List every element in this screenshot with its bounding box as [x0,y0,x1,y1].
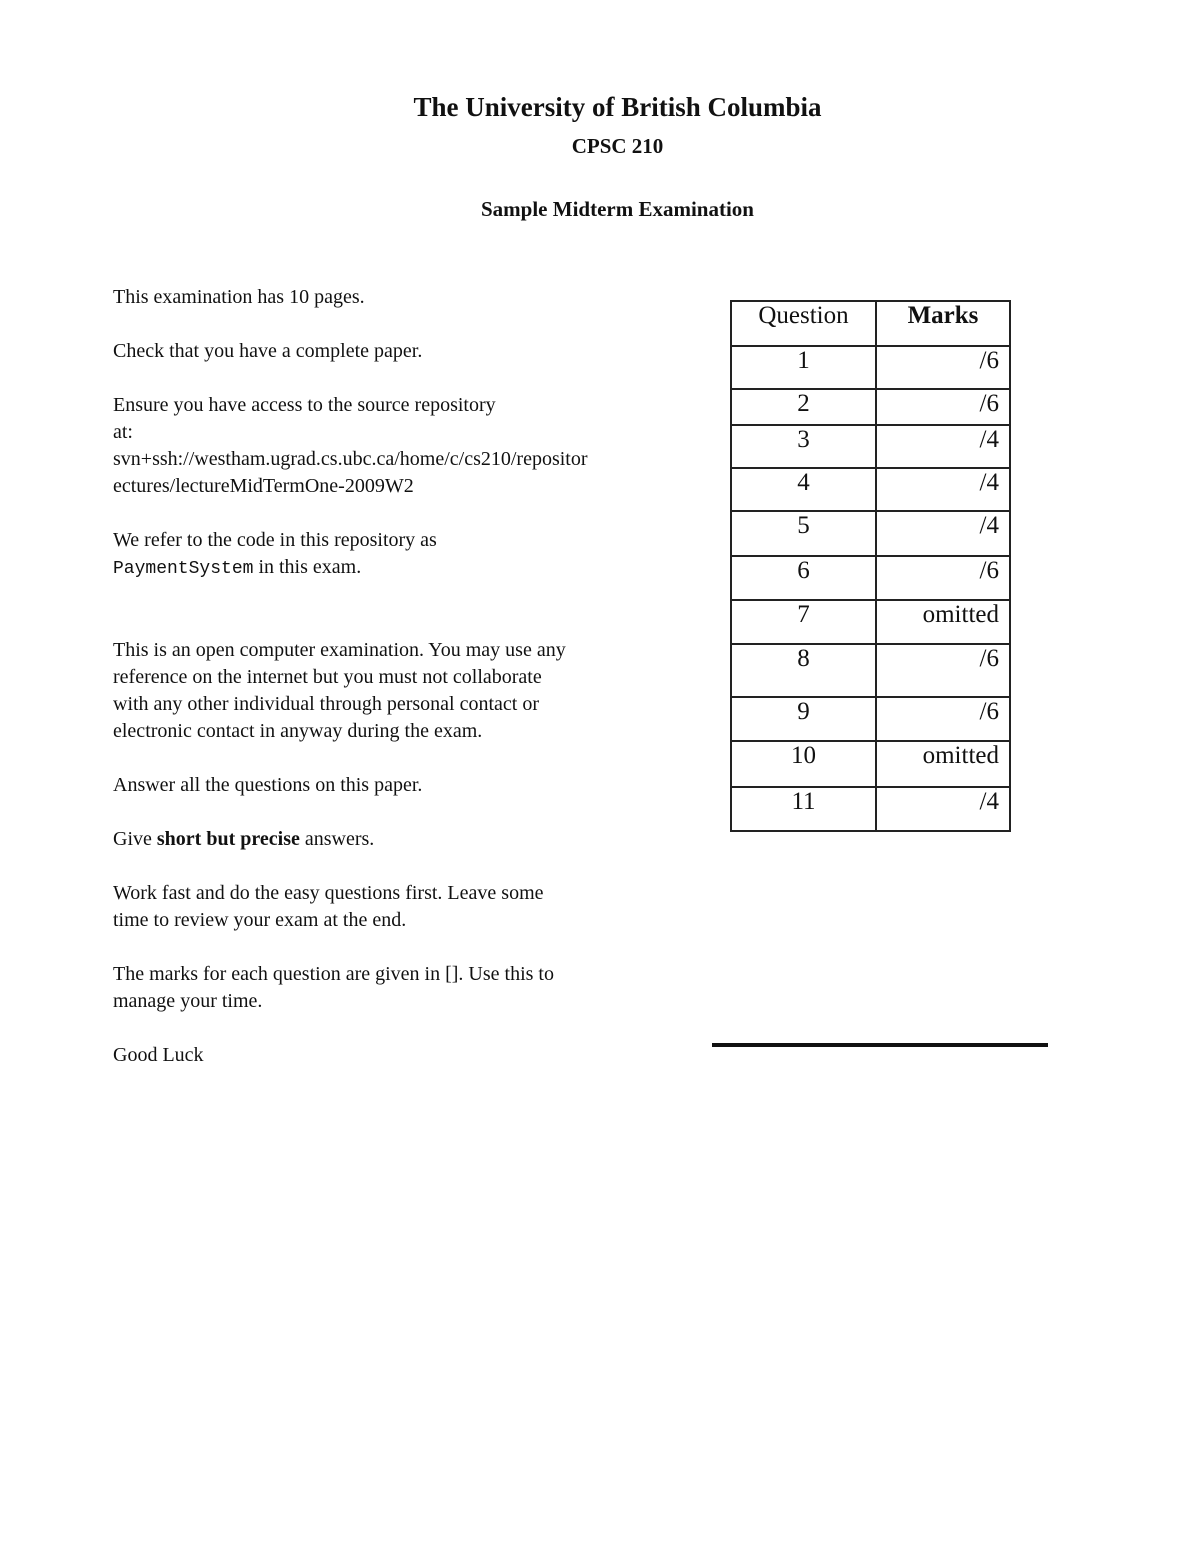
question-marks: omitted [876,741,1010,787]
table-row [731,644,1010,697]
question-marks: /4 [876,511,1010,556]
open-line-4: electronic contact in anyway during the exam. [113,720,483,742]
question-number: 7 [731,600,876,644]
repository-url-line-2: ectures/lectureMidTermOne-2009W2 [113,475,414,497]
refer-code: PaymentSystem [113,559,254,579]
question-number: 6 [731,556,876,600]
header-marks: Marks [876,301,1010,346]
table-row [731,787,1010,831]
instruction-check: Check that you have a complete paper. [113,340,423,362]
give-post: answers. [299,828,375,850]
instruction-give [113,826,713,853]
instruction-work [113,880,713,934]
question-number: 9 [731,697,876,741]
refer-tail: in this exam. [253,556,362,578]
table-row [731,556,1010,600]
instruction-open-exam [113,637,713,745]
repository-url-line-1: svn+ssh://westham.ugrad.cs.ubc.ca/home/c/cs210/repositor [113,448,588,470]
question-marks: /6 [876,644,1010,697]
repository-line-1: Ensure you have access to the source repository [113,394,496,416]
work-line-1: Work fast and do the easy questions first. Leave some [113,882,544,904]
instruction-refer [113,527,713,583]
table-row [731,468,1010,511]
question-number: 11 [731,787,876,831]
marks-table [730,300,1011,832]
refer-line-2 [113,554,713,583]
header-question: Question [731,301,876,346]
signature-line [712,1043,1048,1047]
spacer [113,610,713,637]
exam-title: Sample Midterm Examination [481,197,754,221]
instruction-answer: Answer all the questions on this paper. [113,774,423,796]
question-number: 3 [731,425,876,468]
question-number: 8 [731,644,876,697]
question-marks: /6 [876,697,1010,741]
university-title: The University of British Columbia [413,92,822,122]
table-row [731,425,1010,468]
table-row [731,346,1010,389]
table-row [731,697,1010,741]
give-bold: short but precise [156,828,300,850]
work-line-2: time to review your exam at the end. [113,909,407,931]
question-marks: omitted [876,600,1010,644]
table-row [731,511,1010,556]
table-row [731,600,1010,644]
table-row [731,741,1010,787]
marks-line-2: manage your time. [113,990,263,1012]
open-line-3: with any other individual through personal contact or [113,693,540,715]
question-number: 1 [731,346,876,389]
repository-line-2: at: [113,421,133,443]
question-marks: /4 [876,468,1010,511]
question-number: 2 [731,389,876,425]
refer-line-1: We refer to the code in this repository as [113,529,437,551]
course-code: CPSC 210 [571,134,664,158]
question-number: 5 [731,511,876,556]
table-row [731,389,1010,425]
instruction-repository [113,392,713,500]
open-line-1: This is an open computer examination. You may use any [113,639,566,661]
open-line-2: reference on the internet but you must not collaborate [113,666,542,688]
good-luck: Good Luck [113,1044,204,1066]
question-marks: /4 [876,787,1010,831]
marks-table-header [731,301,1010,346]
question-marks: /6 [876,346,1010,389]
instruction-pages: This examination has 10 pages. [113,286,365,308]
instructions [113,284,713,1096]
marks-line-1: The marks for each question are given in []. Use this to [113,963,554,985]
question-number: 4 [731,468,876,511]
question-marks: /6 [876,389,1010,425]
question-marks: /4 [876,425,1010,468]
instruction-marks [113,961,713,1015]
question-marks: /6 [876,556,1010,600]
give-pre: Give [113,828,157,850]
question-number: 10 [731,741,876,787]
